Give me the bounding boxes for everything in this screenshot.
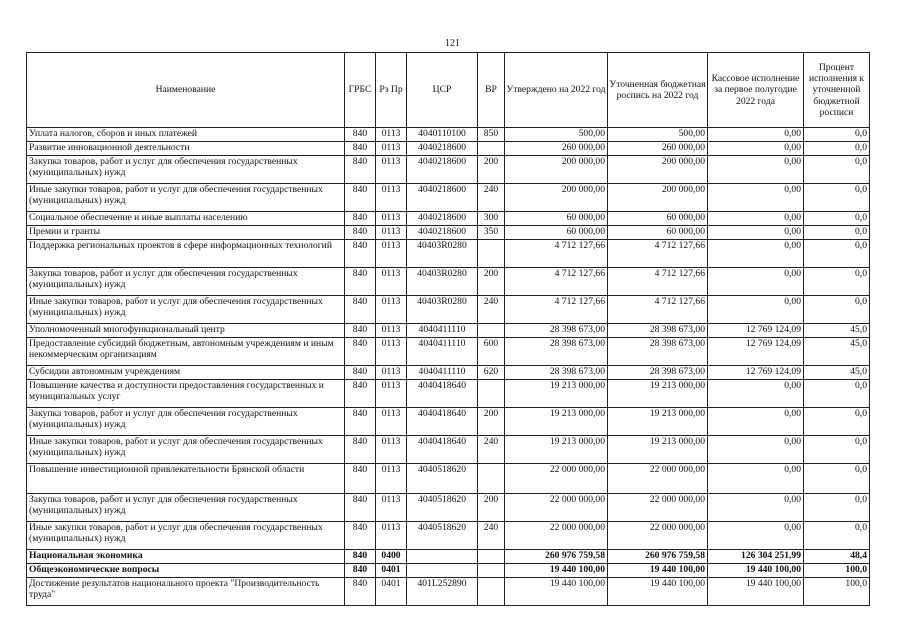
cell-rzpr: 0113 (376, 128, 407, 142)
cell-grbs: 840 (345, 408, 376, 436)
cell-refined: 19 213 000,00 (608, 436, 708, 464)
table-row (27, 268, 870, 296)
cell-cash: 0,00 (708, 296, 804, 324)
cell-refined: 28 398 673,00 (608, 324, 708, 338)
cell-cash: 0,00 (708, 436, 804, 464)
cell-csr: 4040411110 (407, 324, 478, 338)
cell-grbs: 840 (345, 380, 376, 408)
cell-grbs: 840 (345, 212, 376, 226)
table-row (27, 240, 870, 268)
table-row (27, 212, 870, 226)
cell-name: Иные закупки товаров, работ и услуг для обеспечения государственных (муниципальных) нужд (27, 184, 345, 212)
cell-percent: 0,0 (804, 522, 870, 550)
cell-approved: 260 976 759,58 (505, 550, 608, 564)
cell-csr: 4040218600 (407, 156, 478, 184)
cell-refined: 22 000 000,00 (608, 522, 708, 550)
cell-refined: 19 213 000,00 (608, 408, 708, 436)
cell-grbs: 840 (345, 142, 376, 156)
cell-csr: 4040218600 (407, 212, 478, 226)
cell-rzpr: 0113 (376, 212, 407, 226)
cell-percent: 0,0 (804, 226, 870, 240)
cell-cash: 0,00 (708, 128, 804, 142)
table-row (27, 184, 870, 212)
cell-csr: 4040411110 (407, 338, 478, 366)
cell-rzpr: 0113 (376, 380, 407, 408)
cell-cash: 0,00 (708, 184, 804, 212)
cell-percent: 0,0 (804, 268, 870, 296)
cell-grbs: 840 (345, 338, 376, 366)
cell-approved: 500,00 (505, 128, 608, 142)
cell-percent: 0,0 (804, 156, 870, 184)
cell-refined: 60 000,00 (608, 212, 708, 226)
cell-percent: 0,0 (804, 128, 870, 142)
cell-approved: 19 440 100,00 (505, 564, 608, 578)
cell-percent: 48,4 (804, 550, 870, 564)
cell-approved: 19 213 000,00 (505, 408, 608, 436)
table-row (27, 338, 870, 366)
cell-refined: 4 712 127,66 (608, 296, 708, 324)
cell-refined: 4 712 127,66 (608, 268, 708, 296)
cell-csr: 40403R0280 (407, 240, 478, 268)
cell-refined: 22 000 000,00 (608, 494, 708, 522)
cell-vr (478, 578, 505, 606)
cell-cash: 0,00 (708, 240, 804, 268)
cell-cash: 0,00 (708, 268, 804, 296)
cell-name: Премии и гранты (27, 226, 345, 240)
cell-refined: 19 213 000,00 (608, 380, 708, 408)
cell-csr: 40403R0280 (407, 268, 478, 296)
cell-refined: 19 440 100,00 (608, 578, 708, 606)
header-name: Наименование (27, 53, 345, 128)
cell-grbs: 840 (345, 324, 376, 338)
cell-approved: 4 712 127,66 (505, 240, 608, 268)
cell-grbs: 840 (345, 578, 376, 606)
header-vr: ВР (478, 53, 505, 128)
cell-rzpr: 0113 (376, 338, 407, 366)
cell-rzpr: 0113 (376, 142, 407, 156)
cell-cash: 0,00 (708, 380, 804, 408)
cell-vr: 300 (478, 212, 505, 226)
cell-grbs: 840 (345, 366, 376, 380)
cell-grbs: 840 (345, 184, 376, 212)
cell-approved: 260 000,00 (505, 142, 608, 156)
cell-percent: 45,0 (804, 338, 870, 366)
cell-percent: 100,0 (804, 578, 870, 606)
cell-csr: 4040518620 (407, 522, 478, 550)
cell-percent: 0,0 (804, 494, 870, 522)
cell-rzpr: 0113 (376, 156, 407, 184)
cell-name: Закупка товаров, работ и услуг для обеспечения государственных (муниципальных) нужд (27, 408, 345, 436)
cell-grbs: 840 (345, 464, 376, 494)
cell-grbs: 840 (345, 128, 376, 142)
cell-percent: 0,0 (804, 408, 870, 436)
cell-grbs: 840 (345, 494, 376, 522)
cell-name: Закупка товаров, работ и услуг для обеспечения государственных (муниципальных) нужд (27, 494, 345, 522)
cell-vr: 200 (478, 494, 505, 522)
cell-name: Достижение результатов национального проекта "Производительность труда" (27, 578, 345, 606)
header-csr: ЦСР (407, 53, 478, 128)
cell-name: Иные закупки товаров, работ и услуг для обеспечения государственных (муниципальных) нужд (27, 296, 345, 324)
cell-approved: 22 000 000,00 (505, 522, 608, 550)
cell-rzpr: 0113 (376, 494, 407, 522)
cell-percent: 45,0 (804, 324, 870, 338)
cell-approved: 19 213 000,00 (505, 436, 608, 464)
cell-cash: 0,00 (708, 212, 804, 226)
table-row (27, 156, 870, 184)
cell-csr: 4040418640 (407, 436, 478, 464)
table-row (27, 436, 870, 464)
header-percent: Процент исполнения к уточненной бюджетной росписи (804, 53, 870, 128)
cell-refined: 60 000,00 (608, 226, 708, 240)
cell-vr (478, 564, 505, 578)
cell-vr (478, 142, 505, 156)
cell-name: Поддержка региональных проектов в сфере информационных технологий (27, 240, 345, 268)
budget-table (26, 52, 870, 606)
cell-refined: 200 000,00 (608, 184, 708, 212)
cell-cash: 19 440 100,00 (708, 578, 804, 606)
cell-rzpr: 0113 (376, 464, 407, 494)
cell-name: Повышение качества и доступности предоставления государственных и муниципальных услуг (27, 380, 345, 408)
cell-grbs: 840 (345, 296, 376, 324)
cell-vr (478, 324, 505, 338)
cell-approved: 60 000,00 (505, 226, 608, 240)
cell-percent: 0,0 (804, 184, 870, 212)
cell-name: Предоставление субсидий бюджетным, автономным учреждениям и иным некоммерческим организациям (27, 338, 345, 366)
cell-vr: 350 (478, 226, 505, 240)
cell-name: Уплата налогов, сборов и иных платежей (27, 128, 345, 142)
cell-percent: 45,0 (804, 366, 870, 380)
cell-refined: 28 398 673,00 (608, 338, 708, 366)
cell-name: Социальное обеспечение и иные выплаты населению (27, 212, 345, 226)
table-header-row (27, 53, 870, 128)
cell-approved: 19 213 000,00 (505, 380, 608, 408)
cell-approved: 200 000,00 (505, 156, 608, 184)
cell-approved: 200 000,00 (505, 184, 608, 212)
cell-vr: 240 (478, 522, 505, 550)
cell-cash: 0,00 (708, 522, 804, 550)
cell-vr: 240 (478, 296, 505, 324)
cell-vr: 620 (478, 366, 505, 380)
cell-vr: 200 (478, 268, 505, 296)
header-grbs: ГРБС (345, 53, 376, 128)
cell-vr: 850 (478, 128, 505, 142)
cell-cash: 0,00 (708, 156, 804, 184)
cell-cash: 0,00 (708, 226, 804, 240)
cell-refined: 19 440 100,00 (608, 564, 708, 578)
cell-cash: 126 304 251,99 (708, 550, 804, 564)
cell-csr: 4040218600 (407, 226, 478, 240)
cell-vr: 600 (478, 338, 505, 366)
cell-approved: 28 398 673,00 (505, 338, 608, 366)
table-row (27, 296, 870, 324)
cell-name: Общеэкономические вопросы (27, 564, 345, 578)
cell-approved: 28 398 673,00 (505, 324, 608, 338)
cell-name: Повышение инвестиционной привлекательности Брянской области (27, 464, 345, 494)
table-row (27, 226, 870, 240)
cell-csr: 4040110100 (407, 128, 478, 142)
cell-csr: 401L252890 (407, 578, 478, 606)
cell-csr: 4040518620 (407, 494, 478, 522)
cell-rzpr: 0113 (376, 408, 407, 436)
cell-cash: 0,00 (708, 142, 804, 156)
cell-cash: 0,00 (708, 464, 804, 494)
cell-cash: 12 769 124,09 (708, 338, 804, 366)
cell-rzpr: 0400 (376, 550, 407, 564)
cell-csr (407, 550, 478, 564)
cell-name: Закупка товаров, работ и услуг для обеспечения государственных (муниципальных) нужд (27, 268, 345, 296)
cell-rzpr: 0401 (376, 564, 407, 578)
cell-cash: 12 769 124,09 (708, 324, 804, 338)
cell-grbs: 840 (345, 268, 376, 296)
cell-approved: 22 000 000,00 (505, 494, 608, 522)
cell-name: Иные закупки товаров, работ и услуг для обеспечения государственных (муниципальных) нужд (27, 522, 345, 550)
cell-approved: 19 440 100,00 (505, 578, 608, 606)
cell-cash: 12 769 124,09 (708, 366, 804, 380)
cell-approved: 4 712 127,66 (505, 268, 608, 296)
cell-rzpr: 0113 (376, 268, 407, 296)
cell-vr: 200 (478, 408, 505, 436)
cell-csr: 4040411110 (407, 366, 478, 380)
table-row (27, 564, 870, 578)
cell-vr (478, 380, 505, 408)
table-row (27, 550, 870, 564)
cell-rzpr: 0113 (376, 296, 407, 324)
header-approved: Утверждено на 2022 год (505, 53, 608, 128)
table-row (27, 464, 870, 494)
cell-refined: 200 000,00 (608, 156, 708, 184)
cell-name: Уполномоченный многофункциональный центр (27, 324, 345, 338)
cell-approved: 4 712 127,66 (505, 296, 608, 324)
cell-name: Развитие инновационной деятельности (27, 142, 345, 156)
cell-percent: 100,0 (804, 564, 870, 578)
cell-refined: 22 000 000,00 (608, 464, 708, 494)
cell-csr: 4040418640 (407, 408, 478, 436)
cell-vr: 240 (478, 184, 505, 212)
cell-percent: 0,0 (804, 296, 870, 324)
cell-percent: 0,0 (804, 240, 870, 268)
cell-grbs: 840 (345, 522, 376, 550)
cell-csr: 40403R0280 (407, 296, 478, 324)
cell-grbs: 840 (345, 240, 376, 268)
cell-percent: 0,0 (804, 380, 870, 408)
table-row (27, 142, 870, 156)
cell-grbs: 840 (345, 156, 376, 184)
cell-percent: 0,0 (804, 212, 870, 226)
table-row (27, 578, 870, 606)
cell-name: Национальная экономика (27, 550, 345, 564)
cell-vr (478, 240, 505, 268)
table-row (27, 522, 870, 550)
cell-rzpr: 0113 (376, 184, 407, 212)
cell-csr: 4040418640 (407, 380, 478, 408)
cell-refined: 260 000,00 (608, 142, 708, 156)
cell-cash: 19 440 100,00 (708, 564, 804, 578)
page-number: 121 (445, 38, 460, 49)
table-row (27, 408, 870, 436)
cell-rzpr: 0401 (376, 578, 407, 606)
cell-refined: 260 976 759,58 (608, 550, 708, 564)
cell-name: Субсидии автономным учреждениям (27, 366, 345, 380)
cell-grbs: 840 (345, 564, 376, 578)
cell-refined: 4 712 127,66 (608, 240, 708, 268)
cell-rzpr: 0113 (376, 366, 407, 380)
header-cash: Кассовое исполнение за первое полугодие 2022 года (708, 53, 804, 128)
cell-name: Иные закупки товаров, работ и услуг для обеспечения государственных (муниципальных) нужд (27, 436, 345, 464)
table-row (27, 324, 870, 338)
header-rzpr: Рз Пр (376, 53, 407, 128)
cell-csr: 4040218600 (407, 184, 478, 212)
cell-vr (478, 550, 505, 564)
cell-rzpr: 0113 (376, 436, 407, 464)
cell-rzpr: 0113 (376, 226, 407, 240)
table-row (27, 494, 870, 522)
table-row (27, 128, 870, 142)
cell-csr: 4040218600 (407, 142, 478, 156)
cell-refined: 500,00 (608, 128, 708, 142)
cell-cash: 0,00 (708, 408, 804, 436)
cell-vr: 200 (478, 156, 505, 184)
cell-approved: 60 000,00 (505, 212, 608, 226)
table-row (27, 366, 870, 380)
cell-csr (407, 564, 478, 578)
cell-rzpr: 0113 (376, 324, 407, 338)
cell-percent: 0,0 (804, 436, 870, 464)
cell-rzpr: 0113 (376, 522, 407, 550)
cell-approved: 28 398 673,00 (505, 366, 608, 380)
cell-grbs: 840 (345, 226, 376, 240)
cell-name: Закупка товаров, работ и услуг для обеспечения государственных (муниципальных) нужд (27, 156, 345, 184)
cell-rzpr: 0113 (376, 240, 407, 268)
cell-refined: 28 398 673,00 (608, 366, 708, 380)
cell-csr: 4040518620 (407, 464, 478, 494)
cell-grbs: 840 (345, 550, 376, 564)
cell-vr (478, 464, 505, 494)
cell-cash: 0,00 (708, 494, 804, 522)
cell-grbs: 840 (345, 436, 376, 464)
cell-percent: 0,0 (804, 142, 870, 156)
table-row (27, 380, 870, 408)
cell-vr: 240 (478, 436, 505, 464)
table-body (27, 128, 870, 606)
cell-percent: 0,0 (804, 464, 870, 494)
header-refined: Уточненная бюджетная роспись на 2022 год (608, 53, 708, 128)
cell-approved: 22 000 000,00 (505, 464, 608, 494)
